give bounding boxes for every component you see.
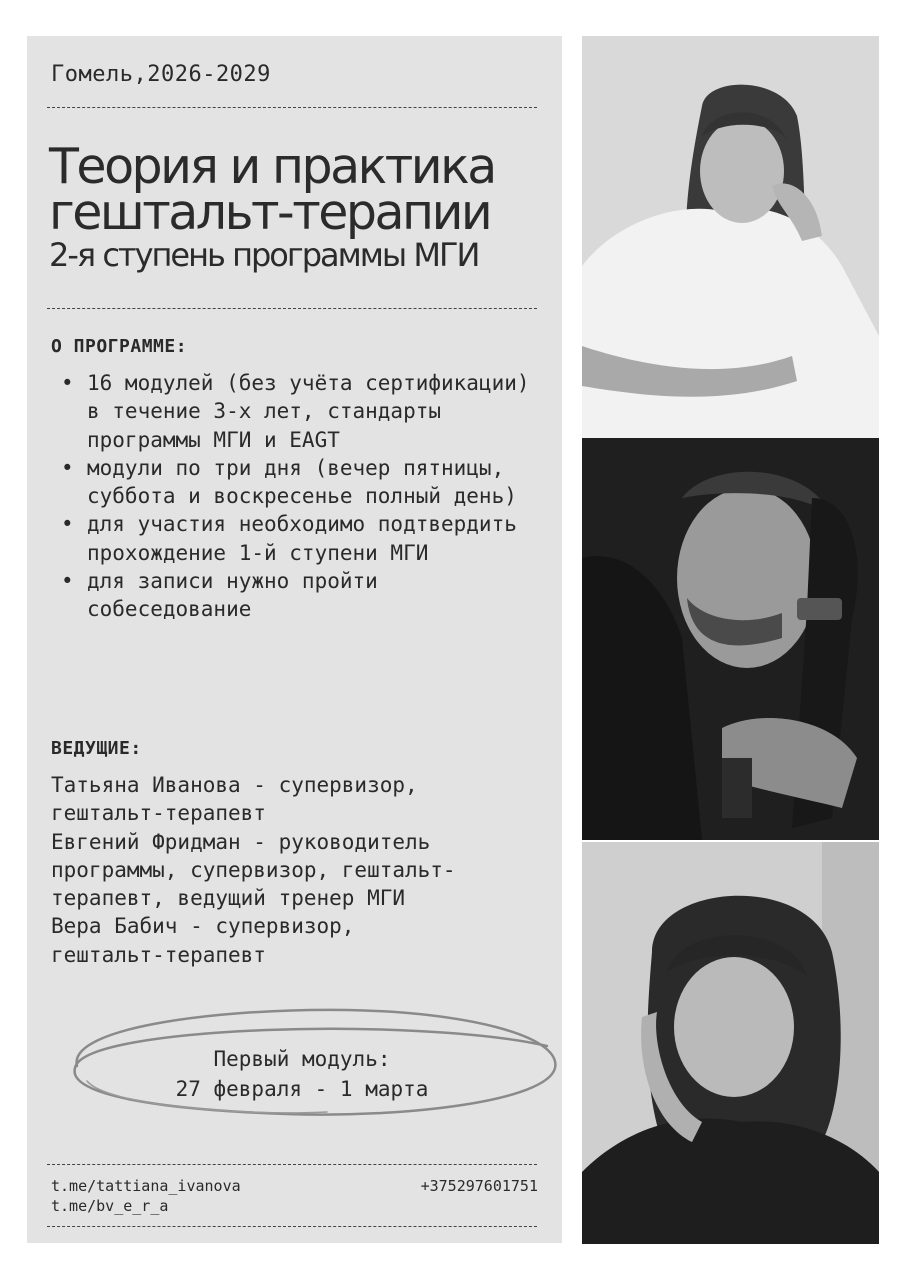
module-dates: 27 февраля - 1 марта — [175, 1077, 429, 1101]
title-line-1: Теория и практика — [49, 138, 495, 195]
city-years: Гомель,2026-2029 — [51, 62, 271, 87]
divider — [47, 308, 537, 309]
phone-number[interactable]: +375297601751 — [420, 1177, 538, 1195]
telegram-link-1[interactable]: t.me/tattiana_ivanova — [51, 1177, 241, 1195]
contacts — [51, 1176, 241, 1216]
list-item: • для участия необходимо подтвердить прохождение 1-й ступени МГИ — [61, 512, 517, 565]
page-title — [49, 138, 495, 274]
photo-evgeny — [582, 438, 879, 840]
divider — [47, 1164, 537, 1165]
photo-vera — [582, 842, 879, 1244]
program-list — [51, 369, 541, 624]
leader-line: Татьяна Иванова - супервизор, — [51, 773, 418, 797]
leader-line: гештальт-терапевт — [51, 942, 266, 967]
list-item: • для записи нужно пройти собеседование — [61, 569, 378, 622]
divider — [47, 107, 537, 108]
leader-line: Вера Бабич - супервизор, — [51, 914, 355, 939]
info-panel — [27, 36, 562, 1243]
leaders-list — [51, 771, 541, 969]
list-item: • модули по три дня (вечер пятницы, суббота и воскресенье полный день) — [61, 455, 517, 509]
divider — [47, 1226, 537, 1227]
list-item: • 16 модулей (без учёта сертификации) в течение 3-х лет, стандарты программы МГИ и EAGT — [61, 371, 530, 452]
leader-line: Евгений Фридман - руководитель — [51, 829, 431, 854]
telegram-link-2[interactable]: t.me/bv_e_r_a — [51, 1197, 169, 1215]
leader-line: гештальт-терапевт — [51, 801, 266, 826]
leader-line: программы, супервизор, гештальт- — [51, 857, 456, 882]
photo-tatiana — [582, 36, 879, 438]
leader-line: терапевт, ведущий тренер МГИ — [51, 886, 406, 911]
title-subtitle: 2-я ступень программы МГИ — [49, 236, 479, 274]
leaders-heading: ВЕДУЩИЕ: — [51, 738, 142, 759]
title-line-2: гештальт-терапии — [49, 184, 491, 241]
program-heading: О ПРОГРАММЕ: — [51, 336, 188, 357]
module-label: Первый модуль: — [213, 1047, 391, 1071]
first-module — [47, 1044, 557, 1104]
